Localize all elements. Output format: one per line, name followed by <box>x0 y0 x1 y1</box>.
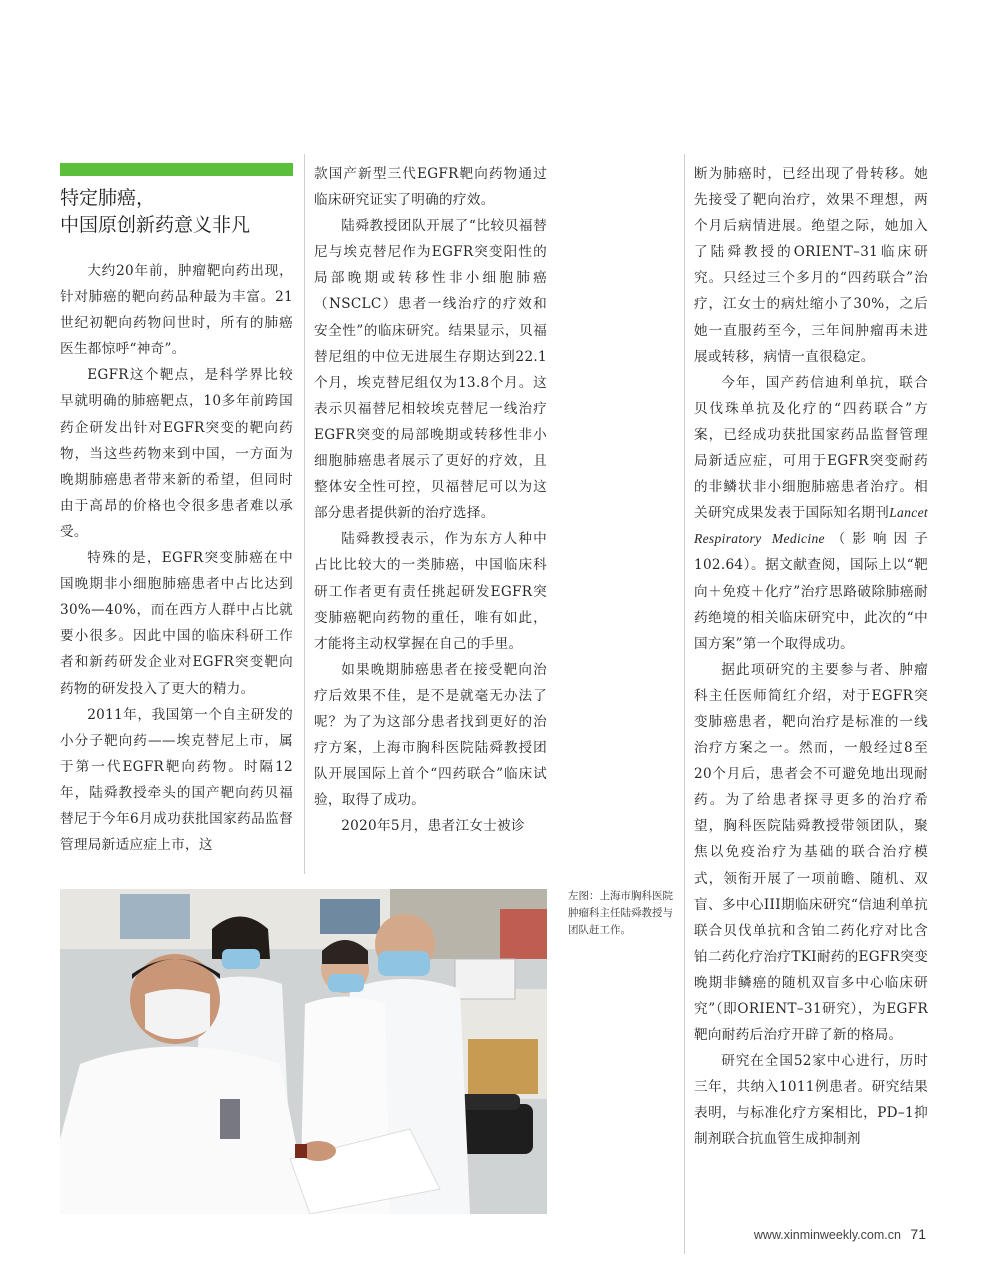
article-column-right <box>694 161 928 1153</box>
article-column-left <box>60 258 293 858</box>
section-accent-bar <box>60 163 293 176</box>
journal-name: Lancet Respiratory Medicine <box>694 505 928 547</box>
paragraph-text: 今年，国产药信迪利单抗，联合贝伐珠单抗及化疗的“四药联合”方案，已经成功获批国家药品监督管理局新适应症，可用于EGFR突变耐药的非鳞状非小细胞肺癌患者治疗。相关研究成果发表于国际知名期刊 <box>694 374 928 522</box>
photo-caption: 左图：上海市胸科医院肿瘤科主任陆舜教授与团队赶工作。 <box>568 890 673 936</box>
paragraph: 如果晚期肺癌患者在接受靶向治疗后效果不佳，是不是就毫无办法了呢？为了为这部分患者找到更好的治疗方案，上海市胸科医院陆舜教授团队开展国际上首个“四药联合”临床试验，取得了成功。 <box>314 661 547 809</box>
paragraph: 2020年5月，患者江女士被诊 <box>341 818 525 835</box>
paragraph: 2011年，我国第一个自主研发的小分子靶向药——埃克替尼上市，属于第一代EGFR靶向药物。时隔12年，陆舜教授牵头的国产靶向药贝福替尼于今年6月成功获批国家药品监督管理局新适应症上市，这 <box>60 706 293 854</box>
section-heading-line: 特定肺癌， <box>60 187 156 209</box>
section-heading-line: 中国原创新药意义非凡 <box>60 214 251 236</box>
paragraph: 大约20年前，肿瘤靶向药出现，针对肺癌的靶向药品种最为丰富。21世纪初靶向药物问世时，所有的肺癌医生都惊呼“神奇”。 <box>60 263 293 358</box>
section-heading <box>60 185 300 239</box>
doctors-team-photo <box>60 889 547 1214</box>
paragraph: 断为肺癌时，已经出现了骨转移。她先接受了靶向治疗，效果不理想，两个月后病情进展。绝望之际，她加入了陆舜教授的ORIENT–31临床研究。只经过三个多月的“四药联合”治疗，江女士的病灶缩小了30%，之后她一直服药至今，三年间肿瘤再未进展或转移，病情一直很稳定。 <box>694 166 928 365</box>
paragraph: 陆舜教授团队开展了“比较贝福替尼与埃克替尼作为EGFR突变阳性的局部晚期或转移性非小细胞肺癌（NSCLC）患者一线治疗的疗效和安全性”的临床研究。结果显示，贝福替尼组的中位无进展生存期达到22.1个月，埃克替尼组仅为13.8个月。这表示贝福替尼相较埃克替尼一线治疗EGFR突变的局部晚期或转移性非小细胞肺癌患者展示了更好的疗效，且整体安全性可控，贝福替尼可以为这部分患者提供新的治疗选择。 <box>314 218 547 522</box>
page-footer <box>754 1226 926 1242</box>
column-divider <box>684 154 685 1254</box>
website-url: www.xinminweekly.com.cn <box>753 1228 901 1242</box>
page-number: 71 <box>910 1226 926 1242</box>
paragraph: EGFR这个靶点，是科学界比较早就明确的肺癌靶点，10多年前跨国药企研发出针对EGFR突变的靶向药物，当这些药物来到中国，一方面为晚期肺癌患者带来新的希望，但同时由于高昂的价格也令很多患者难以承受。 <box>60 367 293 540</box>
article-column-middle <box>314 161 547 839</box>
paragraph: 款国产新型三代EGFR靶向药物通过临床研究证实了明确的疗效。 <box>314 166 547 209</box>
paragraph: 研究在全国52家中心进行，历时三年，共纳入1011例患者。研究结果表明，与标准化疗方案相比，PD–1抑制剂联合抗血管生成抑制剂 <box>694 1053 928 1148</box>
paragraph: 特殊的是，EGFR突变肺癌在中国晚期非小细胞肺癌患者中占比达到30%—40%，而在西方人群中占比就要小很多。因此中国的临床科研工作者和新药研发企业对EGFR突变靶向药物的研发投入了更大的精力。 <box>60 550 293 697</box>
column-divider <box>304 154 305 874</box>
paragraph: 据此项研究的主要参与者、肿瘤科主任医师简红介绍，对于EGFR突变肺癌患者，靶向治疗是标准的一线治疗方案之一。然而，一般经过8至20个月后，患者会不可避免地出现耐药。为了给患者探寻更多的治疗希望，胸科医院陆舜教授带领团队，聚焦以免疫治疗为基础的联合治疗模式，领衔开展了一项前瞻、随机、双盲、多中心III期临床研究“信迪利单抗联合贝伐单抗和含铂二药化疗对比含铂二药化疗治疗TKI耐药的EGFR突变晚期非鳞癌的随机双盲多中心临床研究”（即ORIENT–31研究），为EGFR靶向耐药后治疗开辟了新的格局。 <box>694 661 928 1044</box>
paragraph-text: （影响因子102.64）。据文献查阅，国际上以“靶向＋免疫＋化疗”治疗思路破除肺癌耐药绝境的相关临床研究中，此次的“中国方案”第一个取得成功。 <box>694 531 929 652</box>
paragraph <box>694 370 928 657</box>
paragraph: 陆舜教授表示，作为东方人种中占比比较大的一类肺癌，中国临床科研工作者更有责任挑起研发EGFR突变肺癌靶向药物的重任，唯有如此，才能将主动权掌握在自己的手里。 <box>314 531 547 652</box>
article-photo <box>60 889 547 1214</box>
